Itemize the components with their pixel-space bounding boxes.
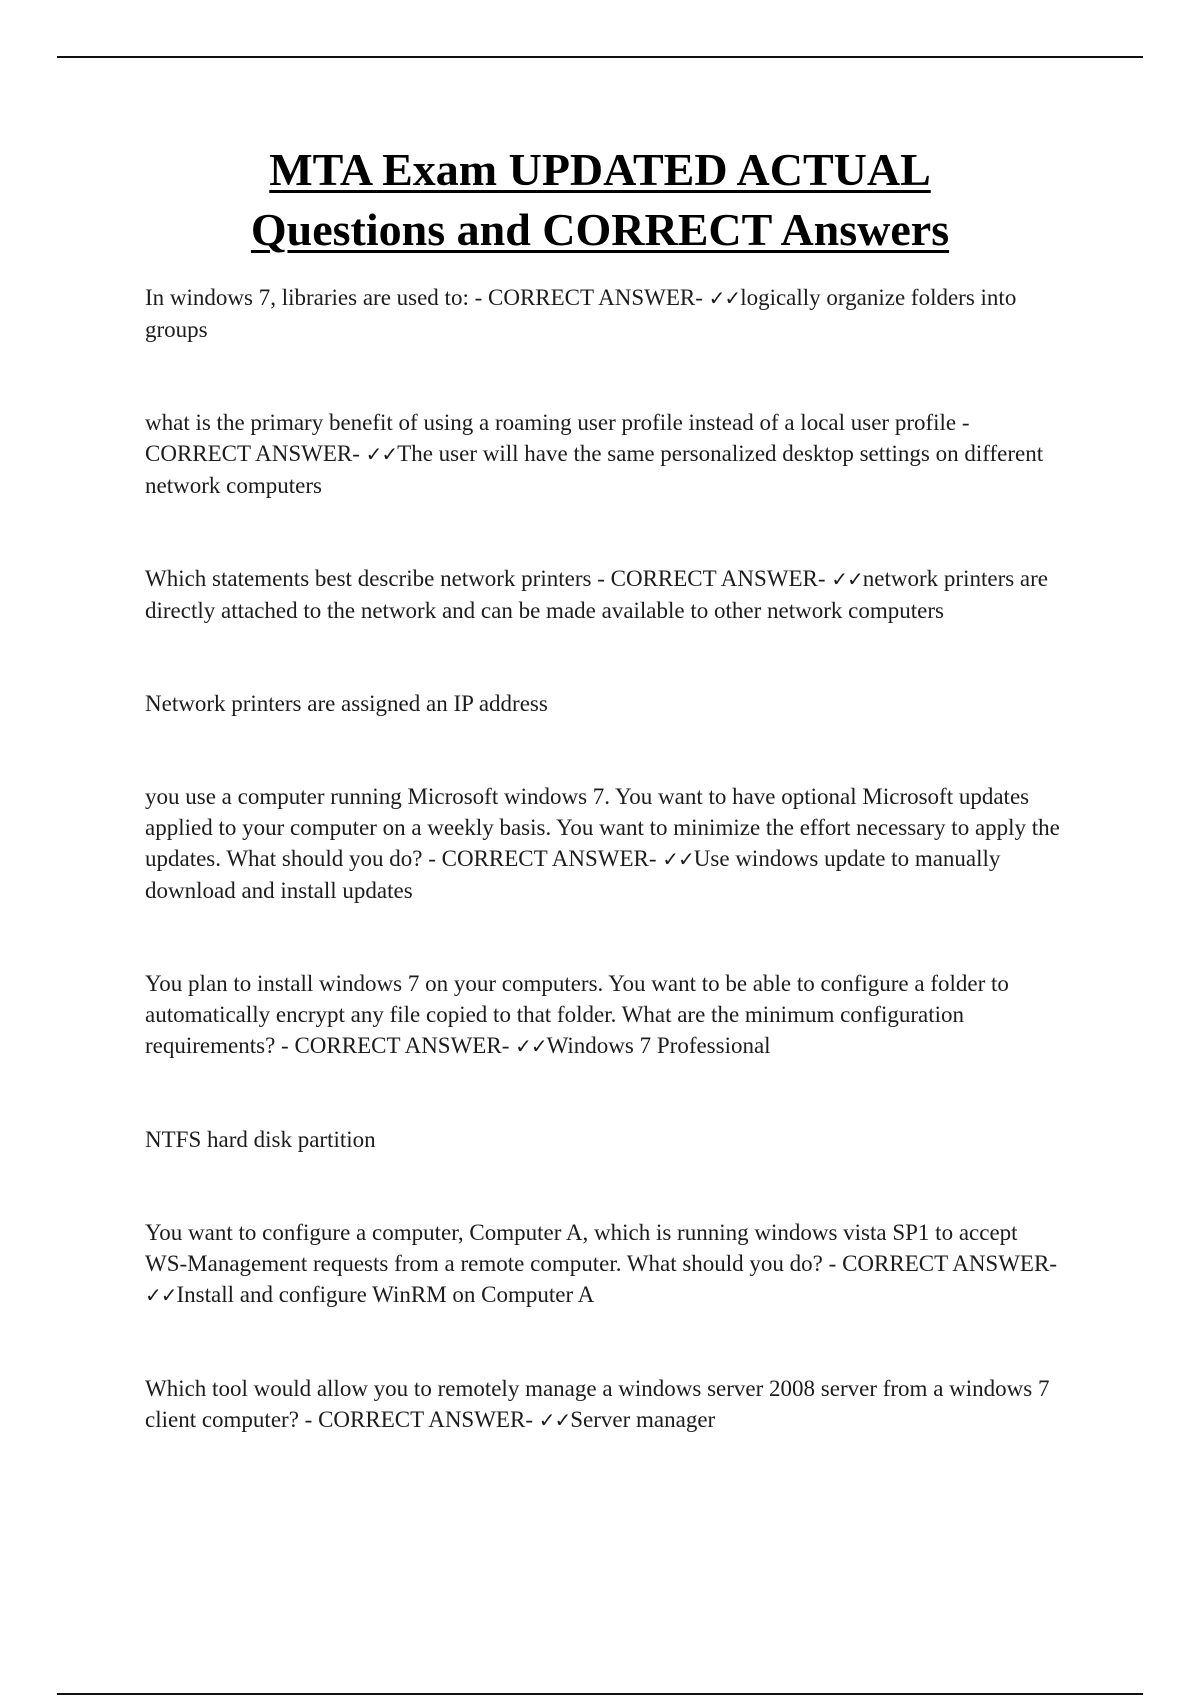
answer-text: Windows 7 Professional	[546, 1033, 771, 1058]
check-marks-icon: ✓✓	[708, 286, 741, 310]
check-marks-icon: ✓✓	[365, 442, 398, 466]
answer-text: The user will have the same personalized desktop settings on different network computers	[145, 441, 1044, 498]
question-text: You plan to install windows 7 on your computers. You want to be able to configure a folder to automatically encrypt any file copied to that folder. What are the minimum configuration requirements?	[145, 971, 1009, 1058]
check-marks-icon: ✓✓	[662, 847, 694, 871]
answer-marker: - CORRECT ANSWER-	[304, 1407, 533, 1432]
qa-entry	[145, 563, 1065, 626]
top-rule	[57, 56, 1143, 58]
answer-marker: - CORRECT ANSWER-	[428, 846, 657, 871]
answer-text: Install and configure WinRM on Computer A	[176, 1282, 595, 1307]
title-line-2: Questions and CORRECT Answers	[250, 204, 950, 255]
qa-entry	[145, 407, 1065, 501]
answer-text: network printers are directly attached to the network and can be made available to other network computers	[145, 566, 1048, 623]
continuation-text: NTFS hard disk partition	[145, 1127, 376, 1152]
check-marks-icon: ✓✓	[515, 1034, 547, 1058]
page-title	[0, 140, 1200, 260]
qa-entry	[145, 1373, 1065, 1436]
qa-list	[145, 282, 1065, 1436]
bottom-rule	[57, 1693, 1143, 1695]
answer-continuation	[145, 688, 1065, 719]
answer-continuation	[145, 1124, 1065, 1155]
answer-marker: - CORRECT ANSWER-	[828, 1251, 1057, 1276]
check-marks-icon: ✓✓	[538, 1408, 571, 1432]
question-text: In windows 7, libraries are used to:	[145, 285, 469, 310]
answer-marker: - CORRECT ANSWER-	[474, 285, 703, 310]
check-marks-icon: ✓✓	[145, 1283, 177, 1307]
check-marks-icon: ✓✓	[831, 567, 863, 591]
answer-text: Use windows update to manually download and install updates	[145, 846, 1001, 903]
answer-text: logically organize folders into groups	[145, 285, 1017, 342]
qa-entry	[145, 968, 1065, 1062]
question-text: You want to configure a computer, Computer A, which is running windows vista SP1 to accept WS-Management requests from a remote computer. What should you do?	[145, 1220, 1018, 1276]
question-text: Which tool would allow you to remotely manage a windows server 2008 server from a windows 7 client computer?	[145, 1376, 1050, 1432]
answer-marker: - CORRECT ANSWER-	[145, 410, 970, 466]
answer-marker: - CORRECT ANSWER-	[281, 1033, 510, 1058]
question-text: you use a computer running Microsoft windows 7. You want to have optional Microsoft updates applied to your computer on a weekly basis. You want to minimize the effort necessary to apply the updates. What should you do?	[145, 784, 1060, 871]
question-text: Which statements best describe network printers	[145, 566, 592, 591]
qa-entry	[145, 781, 1065, 906]
answer-marker: - CORRECT ANSWER-	[597, 566, 826, 591]
answer-text: Server manager	[570, 1407, 716, 1432]
qa-entry	[145, 1217, 1065, 1311]
question-text: what is the primary benefit of using a roaming user profile instead of a local user profile	[145, 410, 957, 435]
continuation-text: Network printers are assigned an IP address	[145, 691, 548, 716]
qa-entry	[145, 282, 1065, 345]
title-line-1: MTA Exam UPDATED ACTUAL	[269, 144, 931, 195]
